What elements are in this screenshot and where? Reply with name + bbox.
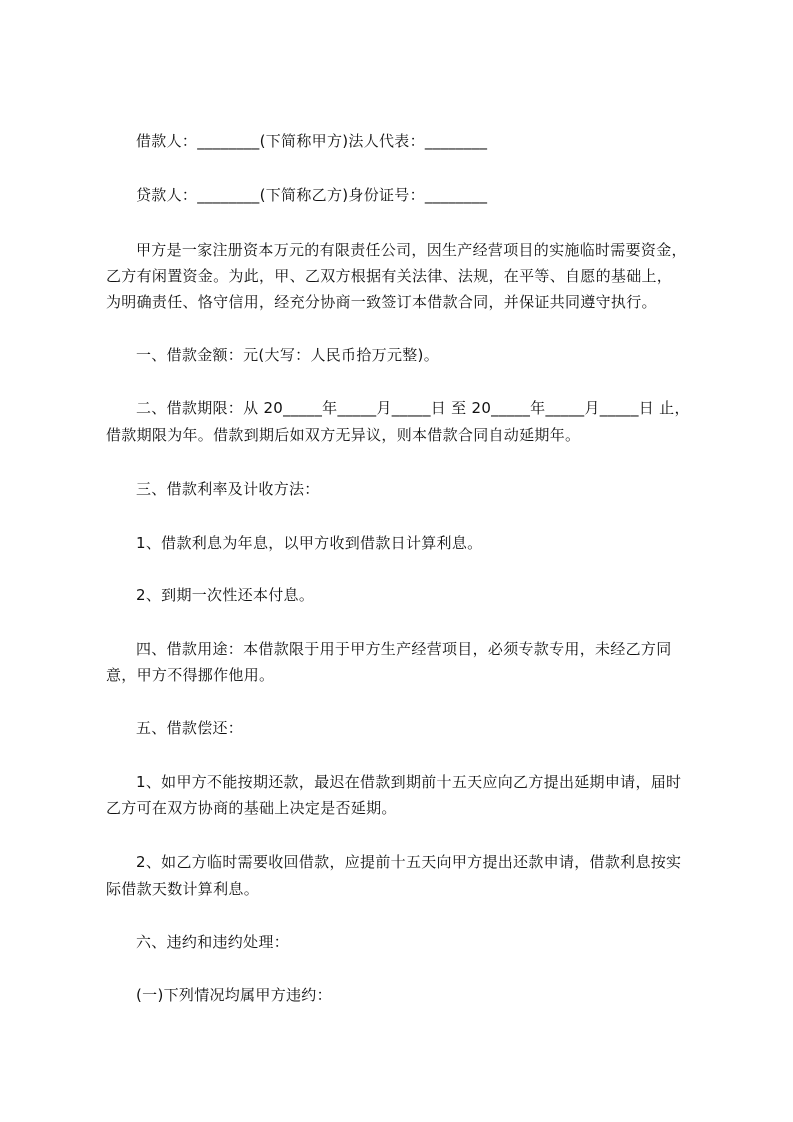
section-6-subsection-1: (一)下列情况均属甲方违约： (136, 986, 332, 1004)
section-1-loan-amount: 一、借款金额：元(大写：人民币拾万元整)。 (136, 346, 440, 364)
section-5-item-1-line-2: 乙方可在双方协商的基础上决定是否延期。 (106, 799, 397, 817)
section-3-item-1: 1、借款利息为年息，以甲方收到借款日计算利息。 (136, 534, 483, 552)
section-5-item-2-line-2: 际借款天数计算利息。 (106, 880, 260, 898)
intro-paragraph-line-1: 甲方是一家注册资本万元的有限责任公司，因生产经营项目的实施临时需要资金， (136, 241, 687, 259)
section-5-item-2-line-1: 2、如乙方临时需要收回借款，应提前十五天向甲方提出还款申请，借款利息按实 (136, 853, 682, 871)
section-2-loan-term-line-2: 借款期限为年。借款到期后如双方无异议，则本借款合同自动延期年。 (106, 426, 581, 444)
section-6-breach-heading: 六、违约和违约处理： (136, 933, 290, 951)
section-2-loan-term-line-1: 二、借款期限：从 20_____年_____月_____日 至 20_____年_____月_____日 止， (136, 399, 690, 417)
section-3-item-2: 2、到期一次性还本付息。 (136, 586, 315, 604)
borrower-line: 借款人：________(下简称甲方)法人代表：________ (136, 132, 488, 150)
section-3-interest-heading: 三、借款利率及计收方法： (136, 480, 320, 498)
section-5-repayment-heading: 五、借款偿还： (136, 719, 244, 737)
section-4-usage-line-2: 意，甲方不得挪作他用。 (106, 666, 275, 684)
lender-line: 贷款人：________(下简称乙方)身份证号：________ (136, 186, 488, 204)
section-5-item-1-line-1: 1、如甲方不能按期还款，最迟在借款到期前十五天应向乙方提出延期申请，届时 (136, 773, 682, 791)
section-4-usage-line-1: 四、借款用途：本借款限于用于甲方生产经营项目，必须专款专用，未经乙方同 (136, 640, 672, 658)
intro-paragraph-line-3: 为明确责任、恪守信用，经充分协商一致签订本借款合同，并保证共同遵守执行。 (106, 293, 657, 311)
intro-paragraph-line-2: 乙方有闲置资金。为此，甲、乙双方根据有关法律、法规，在平等、自愿的基础上， (106, 267, 673, 285)
